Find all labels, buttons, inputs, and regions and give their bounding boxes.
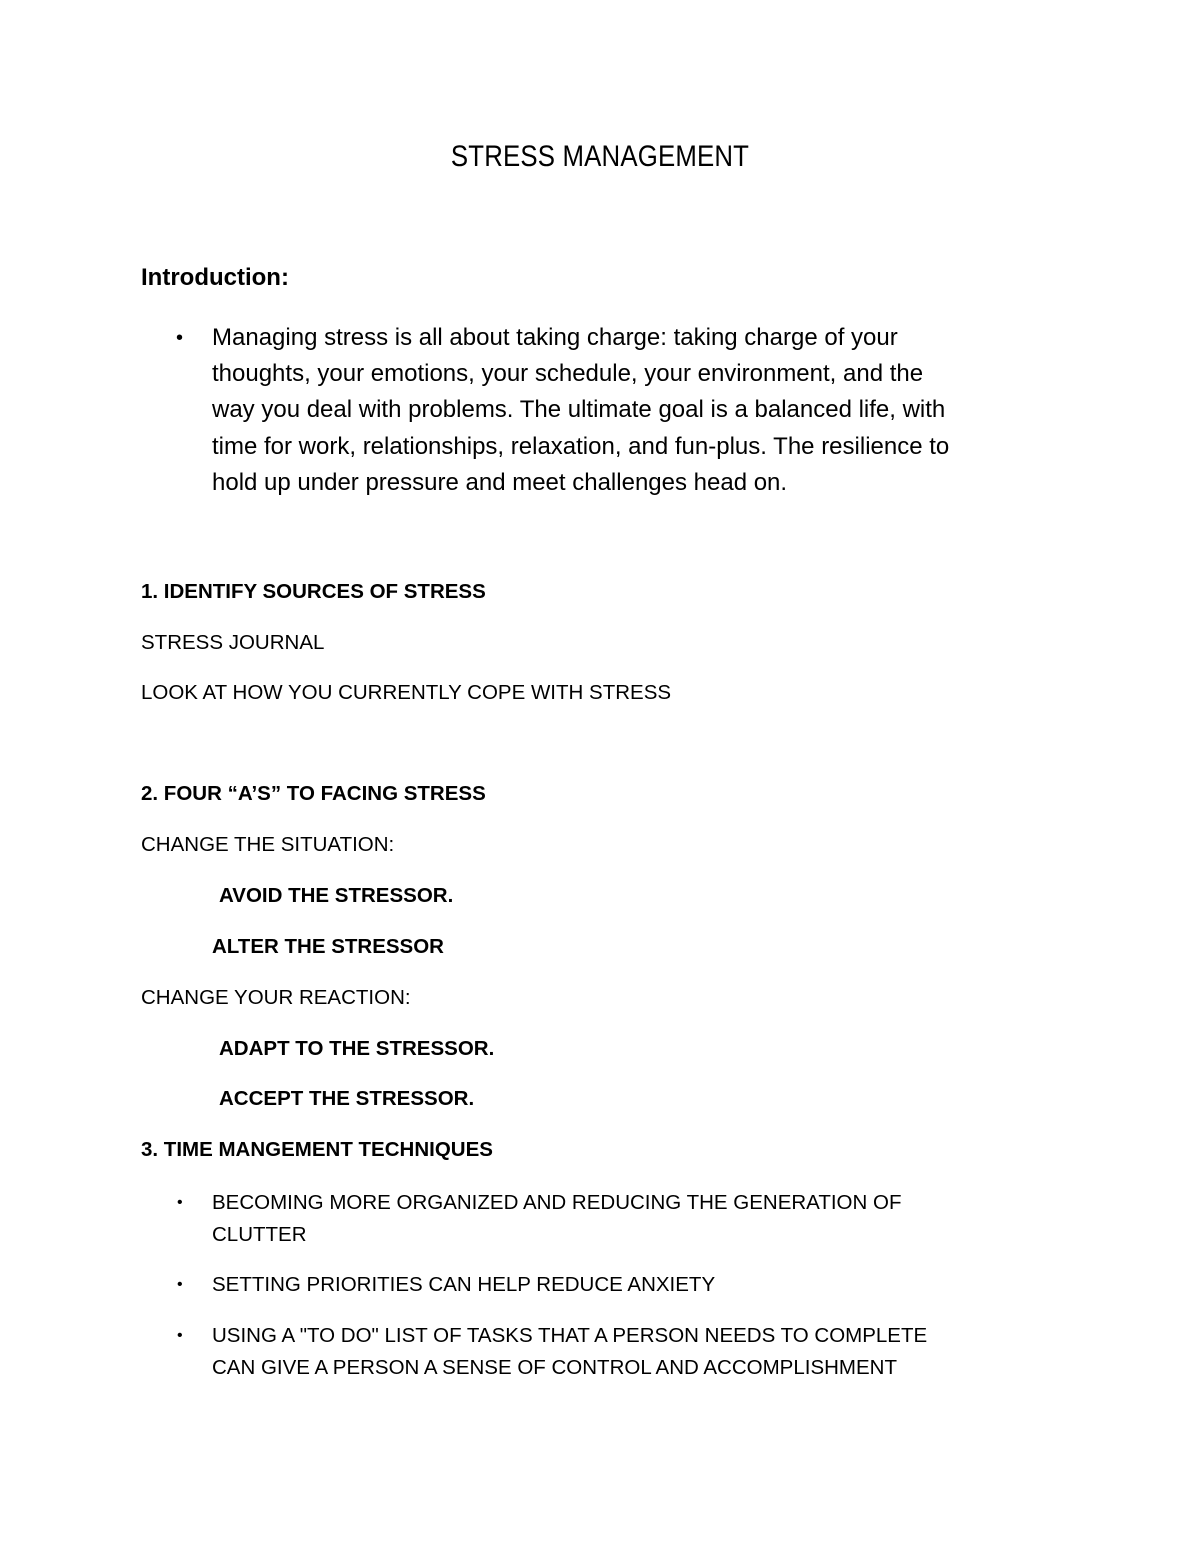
- avoid-stressor: AVOID THE STRESSOR.: [219, 884, 454, 907]
- alter-stressor: ALTER THE STRESSOR: [212, 935, 444, 958]
- list-item-line: CAN GIVE A PERSON A SENSE OF CONTROL AND ACCOMPLISHMENT: [212, 1355, 898, 1379]
- intro-line: time for work, relationships, relaxation, and fun-plus. The resilience to: [212, 432, 950, 460]
- intro-line: hold up under pressure and meet challenges head on.: [212, 468, 788, 496]
- intro-line: thoughts, your emotions, your schedule, your environment, and the: [212, 360, 924, 388]
- bullet-icon: •: [177, 1194, 183, 1211]
- section-1-item: LOOK AT HOW YOU CURRENTLY COPE WITH STRESS: [141, 681, 672, 704]
- intro-line: way you deal with problems. The ultimate goal is a balanced life, with: [212, 396, 946, 424]
- section-2-heading: 2. FOUR “A’S” TO FACING STRESS: [141, 782, 486, 805]
- section-1-item: STRESS JOURNAL: [141, 631, 325, 654]
- list-item-line: USING A "TO DO" LIST OF TASKS THAT A PERSON NEEDS TO COMPLETE: [212, 1324, 928, 1347]
- bullet-icon: •: [177, 1276, 183, 1293]
- list-item: [141, 1269, 1081, 1301]
- section-3-list: [141, 1320, 1081, 1383]
- change-reaction-label: CHANGE YOUR REACTION:: [141, 986, 411, 1009]
- list-item-line: CLUTTER: [212, 1222, 307, 1246]
- adapt-stressor: ADAPT TO THE STRESSOR.: [219, 1037, 495, 1060]
- list-item-line: BECOMING MORE ORGANIZED AND REDUCING THE GENERATION OF: [212, 1191, 902, 1214]
- accept-stressor: ACCEPT THE STRESSOR.: [219, 1087, 475, 1110]
- introduction-bullet: [141, 320, 1081, 501]
- bullet-icon: •: [176, 327, 184, 349]
- page-title: STRESS MANAGEMENT: [450, 140, 750, 173]
- bullet-icon: •: [177, 1327, 183, 1344]
- introduction-list: [141, 320, 1081, 501]
- section-3-list: [141, 1187, 1081, 1250]
- list-item-line: SETTING PRIORITIES CAN HELP REDUCE ANXIETY: [212, 1273, 716, 1296]
- list-item: [141, 1187, 1081, 1250]
- intro-line: Managing stress is all about taking charge: taking charge of your: [212, 324, 898, 351]
- list-item: [141, 1320, 1081, 1383]
- section-1-heading: 1. IDENTIFY SOURCES OF STRESS: [141, 580, 486, 603]
- section-3-heading: 3. TIME MANGEMENT TECHNIQUES: [141, 1138, 493, 1161]
- introduction-heading: Introduction:: [141, 264, 289, 291]
- section-3-list: [141, 1269, 1081, 1301]
- change-situation-label: CHANGE THE SITUATION:: [141, 833, 395, 856]
